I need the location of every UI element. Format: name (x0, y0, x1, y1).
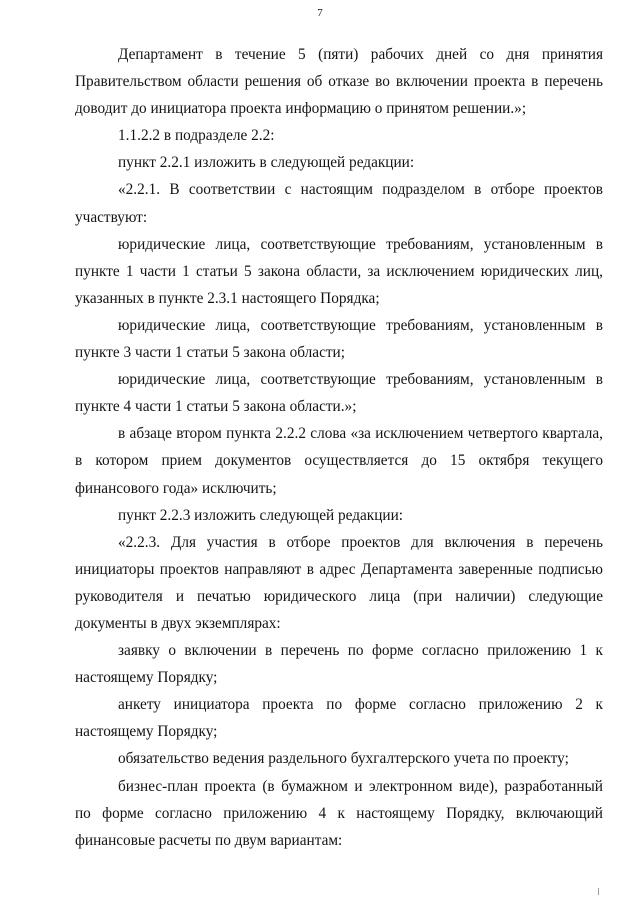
paragraph: юридические лица, соответствующие требованиям, установленным в пункте 3 части 1 статьи 5 закона области; (75, 316, 603, 362)
paragraph: бизнес-план проекта (в бумажном и электронном виде), разработанный по форме согласно приложению 4 к настоящему Порядку, включающий финансовые расчеты по двум вариантам: (75, 777, 603, 849)
paragraph: пункт 2.2.3 изложить следующей редакции: (118, 506, 404, 524)
paragraph: «2.2.1. В соответствии с настоящим подразделом в отборе проектов участвуют: (75, 181, 603, 226)
paragraph: пункт 2.2.1 изложить в следующей редакции: (118, 154, 415, 172)
paragraph: анкету инициатора проекта по форме согласно приложению 2 к настоящему Порядку; (75, 696, 603, 741)
document-body (75, 41, 603, 854)
page-number: 7 (317, 7, 323, 19)
paragraph: 1.1.2.2 в подразделе 2.2: (118, 127, 275, 145)
paragraph: в абзаце втором пункта 2.2.2 слова «за исключением четвертого квартала, в котором прием документов осуществляется до 15 октября текущего финансового года» исключить; (75, 425, 603, 497)
paragraph: юридические лица, соответствующие требованиям, установленным в пункте 4 части 1 статьи 5 закона области.»; (75, 371, 603, 416)
paragraph: Департамент в течение 5 (пяти) рабочих дней со дня принятия Правительством области решения об отказе во включении проекта в перечень доводит до инициатора проекта информацию о принятом решении.»; (75, 46, 603, 118)
paragraph: юридические лица, соответствующие требованиям, установленным в пункте 1 части 1 статьи 5 закона области, за исключением юридических лиц, указанных в пункте 2.3.1 настоящего Порядка; (75, 235, 603, 307)
paragraph: заявку о включении в перечень по форме согласно приложению 1 к настоящему Порядку; (75, 642, 603, 687)
paragraph: «2.2.3. Для участия в отборе проектов для включения в перечень инициаторы проектов направляют в адрес Департамента заверенные подписью руководителя и печатью юридического лица (при наличии) следующие документы в двух экземплярах: (75, 533, 603, 632)
paragraph: обязательство ведения раздельного бухгалтерского учета по проекту; (118, 750, 569, 768)
scan-edge-mark (598, 888, 599, 895)
